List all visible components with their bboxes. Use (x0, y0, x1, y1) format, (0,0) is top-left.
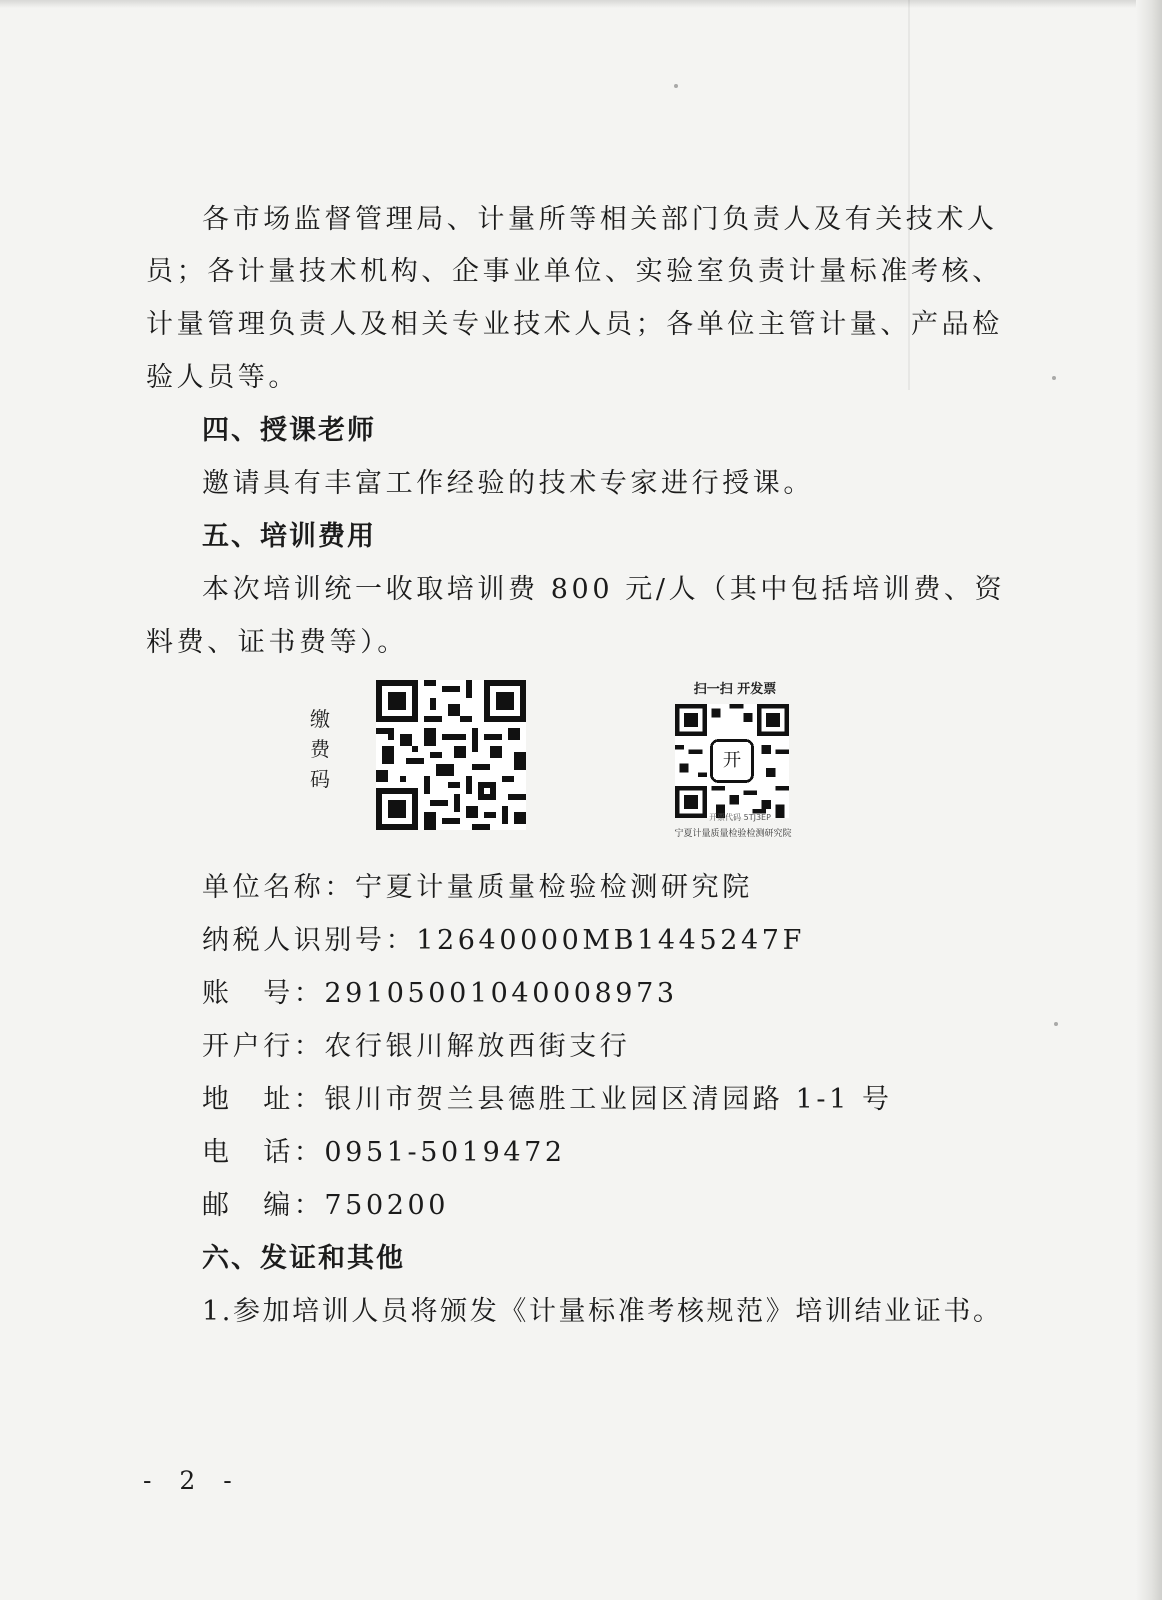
unit-info-label: 账 号： (202, 978, 325, 1009)
unit-info-label: 地 址： (202, 1084, 325, 1115)
section-5-body-line-1: 本次培训统一收取培训费 800 元/人（其中包括培训费、资 (202, 574, 1006, 605)
unit-info-value: 29105001040008973 (324, 978, 678, 1009)
invoice-code: 开票代码 5TJ3EP (709, 813, 771, 822)
unit-info-value: 农行银川解放西街支行 (324, 1031, 631, 1062)
unit-info-value: 750200 (324, 1190, 450, 1221)
pay-qr-code[interactable] (376, 680, 526, 830)
section-5-heading: 五、培训费用 (202, 521, 376, 552)
section-6-heading: 六、发证和其他 (202, 1243, 405, 1274)
svg-text:开: 开 (722, 750, 742, 772)
unit-info-row (202, 1135, 1052, 1171)
pay-qr-label: 缴费码 (310, 707, 330, 791)
unit-info-row (202, 976, 1052, 1012)
unit-info-row (202, 870, 1052, 906)
paragraph-line-1: 各市场监督管理局、计量所等相关部门负责人及有关技术人 (202, 204, 998, 235)
section-5-body-line-2: 料费、证书费等）。 (146, 627, 408, 658)
unit-info-value: 宁夏计量质量检验检测研究院 (355, 872, 753, 903)
unit-info-label: 邮 编： (202, 1190, 325, 1221)
unit-info-row (202, 1188, 1052, 1224)
unit-info-value: 12640000MB1445247F (416, 925, 805, 956)
page-number: - 2 - (143, 1466, 242, 1495)
section-4-heading: 四、授课老师 (202, 415, 376, 446)
invoice-qr-title: 扫一扫 开发票 (693, 682, 777, 697)
section-6-item-1: 1.参加培训人员将颁发《计量标准考核规范》培训结业证书。 (202, 1296, 1003, 1327)
unit-info-label: 开户行： (202, 1031, 325, 1062)
unit-info-label: 单位名称： (202, 872, 355, 903)
unit-info-row (202, 1082, 1052, 1118)
unit-info-value: 银川市贺兰县德胜工业园区清园路 1-1 号 (324, 1084, 893, 1115)
paragraph-line-2: 员；各计量技术机构、企事业单位、实验室负责计量标准考核、 (146, 256, 1003, 287)
unit-info-value: 0951-5019472 (324, 1137, 566, 1168)
invoice-qr-code[interactable] (675, 704, 789, 818)
unit-info-label: 纳税人识别号： (202, 925, 417, 956)
unit-info-row (202, 923, 1052, 959)
section-4-body: 邀请具有丰富工作经验的技术专家进行授课。 (202, 468, 814, 499)
unit-info-label: 电 话： (202, 1137, 325, 1168)
paragraph-line-3: 计量管理负责人及相关专业技术人员；各单位主管计量、产品检 (146, 309, 1003, 340)
invoice-org-name: 宁夏计量质量检验检测研究院 (674, 829, 792, 839)
unit-info-row (202, 1029, 1052, 1065)
paragraph-line-4: 验人员等。 (146, 362, 299, 393)
